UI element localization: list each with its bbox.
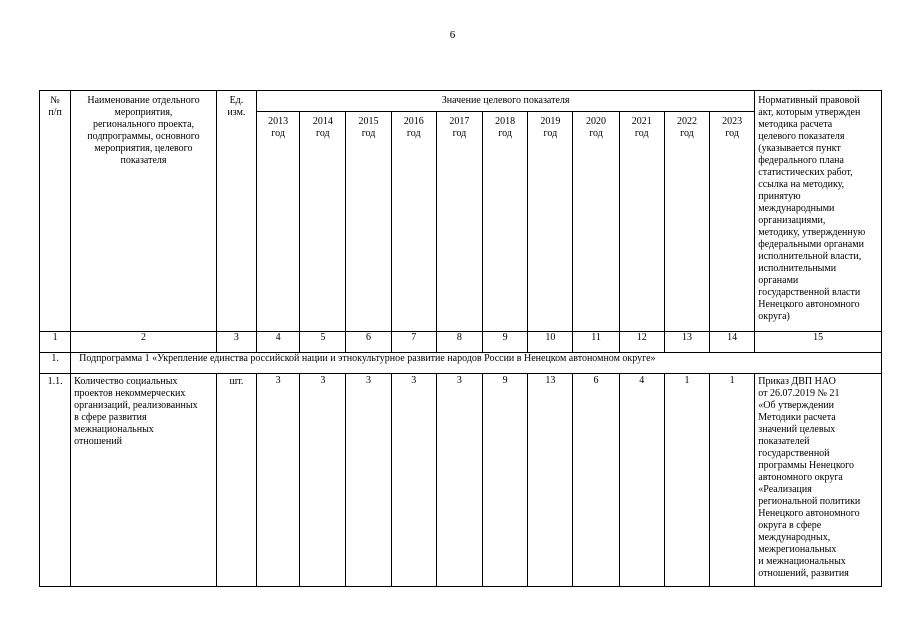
value-2015: 3 — [346, 374, 391, 587]
table-row — [40, 374, 882, 587]
year-suffix: год — [589, 128, 603, 139]
year-suffix: год — [315, 128, 330, 139]
column-number: 14 — [710, 332, 755, 353]
header-year-2017 — [436, 112, 482, 332]
year-label: 2022 — [676, 116, 697, 127]
header-row-1 — [40, 91, 882, 112]
subprogram-row — [40, 353, 882, 374]
year-label: 2020 — [586, 116, 607, 127]
row-legal-act: Приказ ДВП НАО от 26.07.2019 № 21 «Об утверждении Методики расчета значений целевых показателей государственной программы Ненецкого автономного округа «Реализация региональной политики Ненецкого автономного округа в сфере международных, межрегиональных и межнациональных отношений, развития — [755, 374, 882, 587]
column-number: 3 — [216, 332, 256, 353]
year-suffix: год — [634, 128, 649, 139]
year-suffix: год — [725, 128, 739, 139]
year-label: 2018 — [495, 116, 516, 127]
page-number: 6 — [449, 29, 456, 41]
year-suffix: год — [680, 128, 694, 139]
column-number: 10 — [528, 332, 573, 353]
header-col-no: № п/п — [40, 91, 71, 332]
year-label: 2019 — [540, 116, 561, 127]
column-number: 5 — [300, 332, 346, 353]
value-2022: 1 — [664, 374, 709, 587]
header-year-2019 — [528, 112, 573, 332]
value-2020: 6 — [573, 374, 619, 587]
year-suffix: год — [406, 128, 421, 139]
header-year-2014 — [300, 112, 346, 332]
column-number: 7 — [391, 332, 436, 353]
header-year-2020 — [573, 112, 619, 332]
target-indicators-table — [39, 90, 882, 587]
column-number: 12 — [619, 332, 664, 353]
header-year-2023 — [710, 112, 755, 332]
column-number: 1 — [40, 332, 71, 353]
header-year-2018 — [483, 112, 528, 332]
year-label: 2021 — [631, 116, 652, 127]
year-suffix: год — [498, 128, 512, 139]
value-2018: 9 — [483, 374, 528, 587]
row-number: 1.1. — [40, 374, 71, 587]
value-2017: 3 — [436, 374, 482, 587]
subprogram-title: Подпрограмма 1 «Укрепление единства российской нации и этнокультурное развитие народов России в Ненецком автономном округе» — [71, 353, 882, 374]
year-label: 2016 — [403, 116, 424, 127]
year-label: 2023 — [722, 116, 743, 127]
value-2019: 13 — [528, 374, 573, 587]
row-indicator-name: Количество социальных проектов некоммерческих организаций, реализованных в сфере развития межнациональных отношений — [71, 374, 217, 587]
value-2023: 1 — [710, 374, 755, 587]
column-number: 15 — [755, 332, 882, 353]
header-year-2021 — [619, 112, 664, 332]
header-value-group: Значение целевого показателя — [257, 91, 755, 112]
column-number: 8 — [436, 332, 482, 353]
year-label: 2013 — [268, 116, 289, 127]
column-number: 13 — [664, 332, 709, 353]
header-col-act: Нормативный правовой акт, которым утвержден методика расчета целевого показателя (указывается пункт федерального плана статистических работ, ссылка на методику, принятую международными организациями, методику, утвержденную федеральными органами исполнительной власти, исполнительными органами государственной власти Ненецкого автономного округа) — [755, 91, 882, 332]
year-suffix: год — [543, 128, 558, 139]
year-suffix: год — [271, 128, 285, 139]
column-numbers-row — [40, 332, 882, 353]
header-year-2022 — [664, 112, 709, 332]
column-number: 6 — [346, 332, 391, 353]
header-year-2013 — [257, 112, 300, 332]
value-2014: 3 — [300, 374, 346, 587]
value-2016: 3 — [391, 374, 436, 587]
header-col-name: Наименование отдельного мероприятия, регионального проекта, подпрограммы, основного мероприятия, целевого показателя — [71, 91, 217, 332]
column-number: 2 — [71, 332, 217, 353]
column-number: 11 — [573, 332, 619, 353]
column-number: 9 — [483, 332, 528, 353]
header-year-2016 — [391, 112, 436, 332]
year-label: 2014 — [312, 116, 333, 127]
year-label: 2017 — [449, 116, 470, 127]
value-2021: 4 — [619, 374, 664, 587]
header-col-unit: Ед. изм. — [216, 91, 256, 332]
value-2013: 3 — [257, 374, 300, 587]
row-unit: шт. — [216, 374, 256, 587]
year-suffix: год — [452, 128, 467, 139]
subprogram-number: 1. — [40, 353, 71, 374]
year-suffix: год — [361, 128, 376, 139]
year-label: 2015 — [358, 116, 379, 127]
column-number: 4 — [257, 332, 300, 353]
header-year-2015 — [346, 112, 391, 332]
